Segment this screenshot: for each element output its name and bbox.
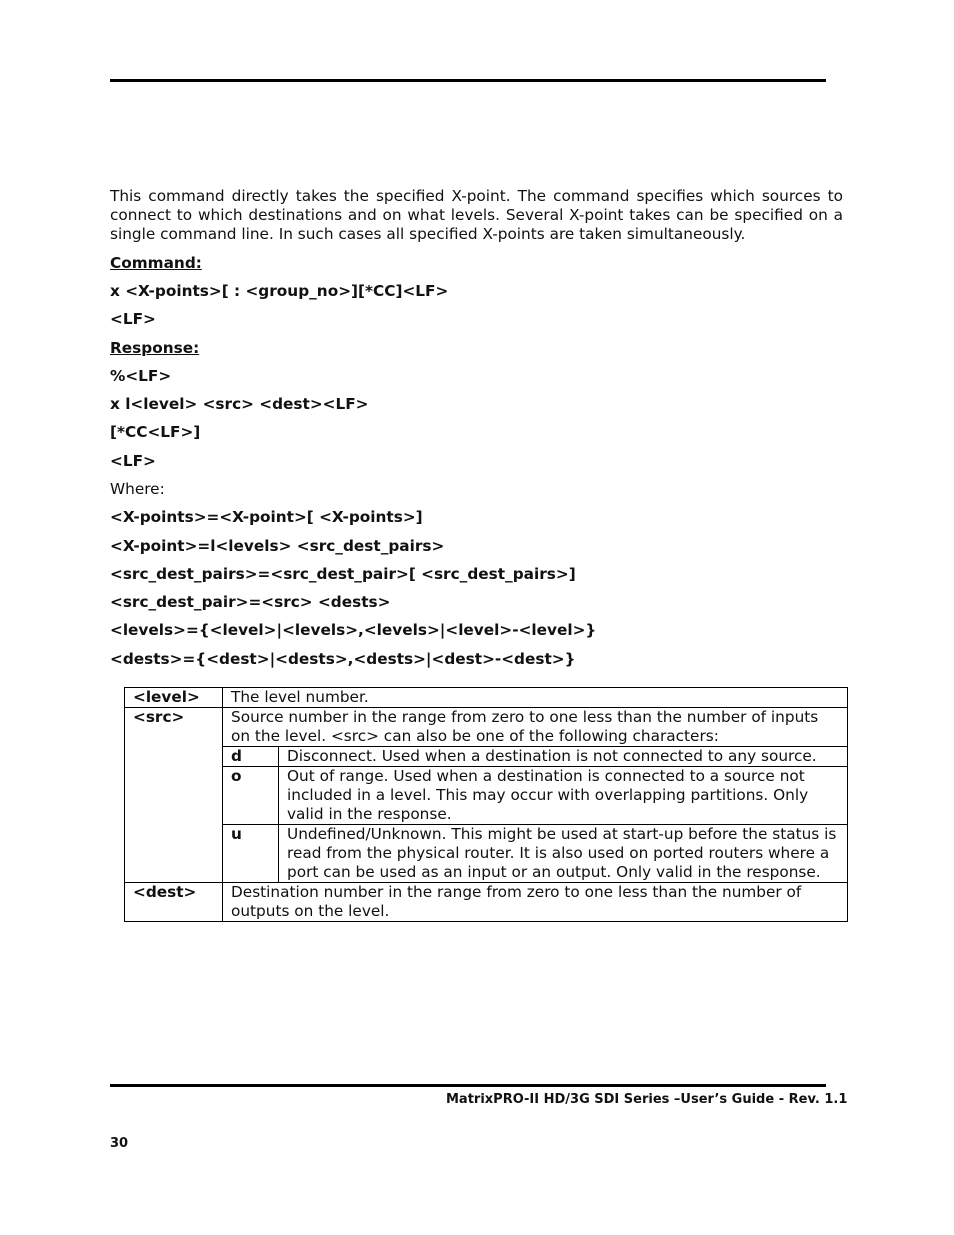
header-rule	[110, 79, 826, 82]
src-char: d	[223, 747, 279, 767]
where-definition: <src_dest_pairs>=<src_dest_pair>[ <src_dest_pairs>]	[110, 565, 576, 583]
src-char-description: Undefined/Unknown. This might be used at start-up before the status is read from the physical router. It is also used on ported routers where a port can be used as an input or an output. Only valid in the response.	[279, 825, 848, 883]
table-row	[125, 883, 848, 922]
table-row	[125, 708, 848, 747]
where-label: Where:	[110, 480, 165, 498]
term-description: Destination number in the range from zero to one less than the number of outputs on the level.	[223, 883, 848, 922]
table-row	[125, 767, 848, 825]
src-char: o	[223, 767, 279, 825]
term-level: <level>	[125, 688, 223, 708]
src-char-description: Disconnect. Used when a destination is not connected to any source.	[279, 747, 848, 767]
term-description: The level number.	[223, 688, 848, 708]
table-row	[125, 688, 848, 708]
where-definition: <src_dest_pair>=<src> <dests>	[110, 593, 391, 611]
command-heading: Command:	[110, 254, 202, 272]
command-line: x <X-points>[ : <group_no>][*CC]<LF>	[110, 282, 449, 300]
response-line: x l<level> <src> <dest><LF>	[110, 395, 369, 413]
table-row	[125, 825, 848, 883]
src-char: u	[223, 825, 279, 883]
where-definition: <X-points>=<X-point>[ <X-points>]	[110, 508, 423, 526]
where-definition: <X-point>=l<levels> <src_dest_pairs>	[110, 537, 445, 555]
response-line: %<LF>	[110, 367, 172, 385]
table-row	[125, 747, 848, 767]
where-definition: <dests>={<dest>|<dests>,<dests>|<dest>-<dest>}	[110, 650, 576, 668]
response-line: <LF>	[110, 452, 156, 470]
response-line: [*CC<LF>]	[110, 423, 201, 441]
term-dest: <dest>	[125, 883, 223, 922]
intro-paragraph: This command directly takes the specified X-point. The command specifies which sources to connect to which destinations and on what levels. Several X-point takes can be specified on a single command line. In such cases all specified X-points are taken simultaneously.	[110, 187, 843, 243]
page-number: 30	[110, 1136, 129, 1151]
where-definition: <levels>={<level>|<levels>,<levels>|<level>-<level>}	[110, 621, 597, 639]
src-char-description: Out of range. Used when a destination is connected to a source not included in a level. This may occur with overlapping partitions. Only valid in the response.	[279, 767, 848, 825]
footer-title: MatrixPRO-II HD/3G SDI Series –User’s Guide - Rev. 1.1	[446, 1092, 848, 1107]
parameter-table	[124, 687, 848, 922]
term-src: <src>	[125, 708, 223, 883]
response-heading: Response:	[110, 339, 200, 357]
command-line: <LF>	[110, 310, 156, 328]
footer-rule	[110, 1084, 826, 1087]
term-description: Source number in the range from zero to one less than the number of inputs on the level. <src> can also be one of the following characters:	[223, 708, 848, 747]
